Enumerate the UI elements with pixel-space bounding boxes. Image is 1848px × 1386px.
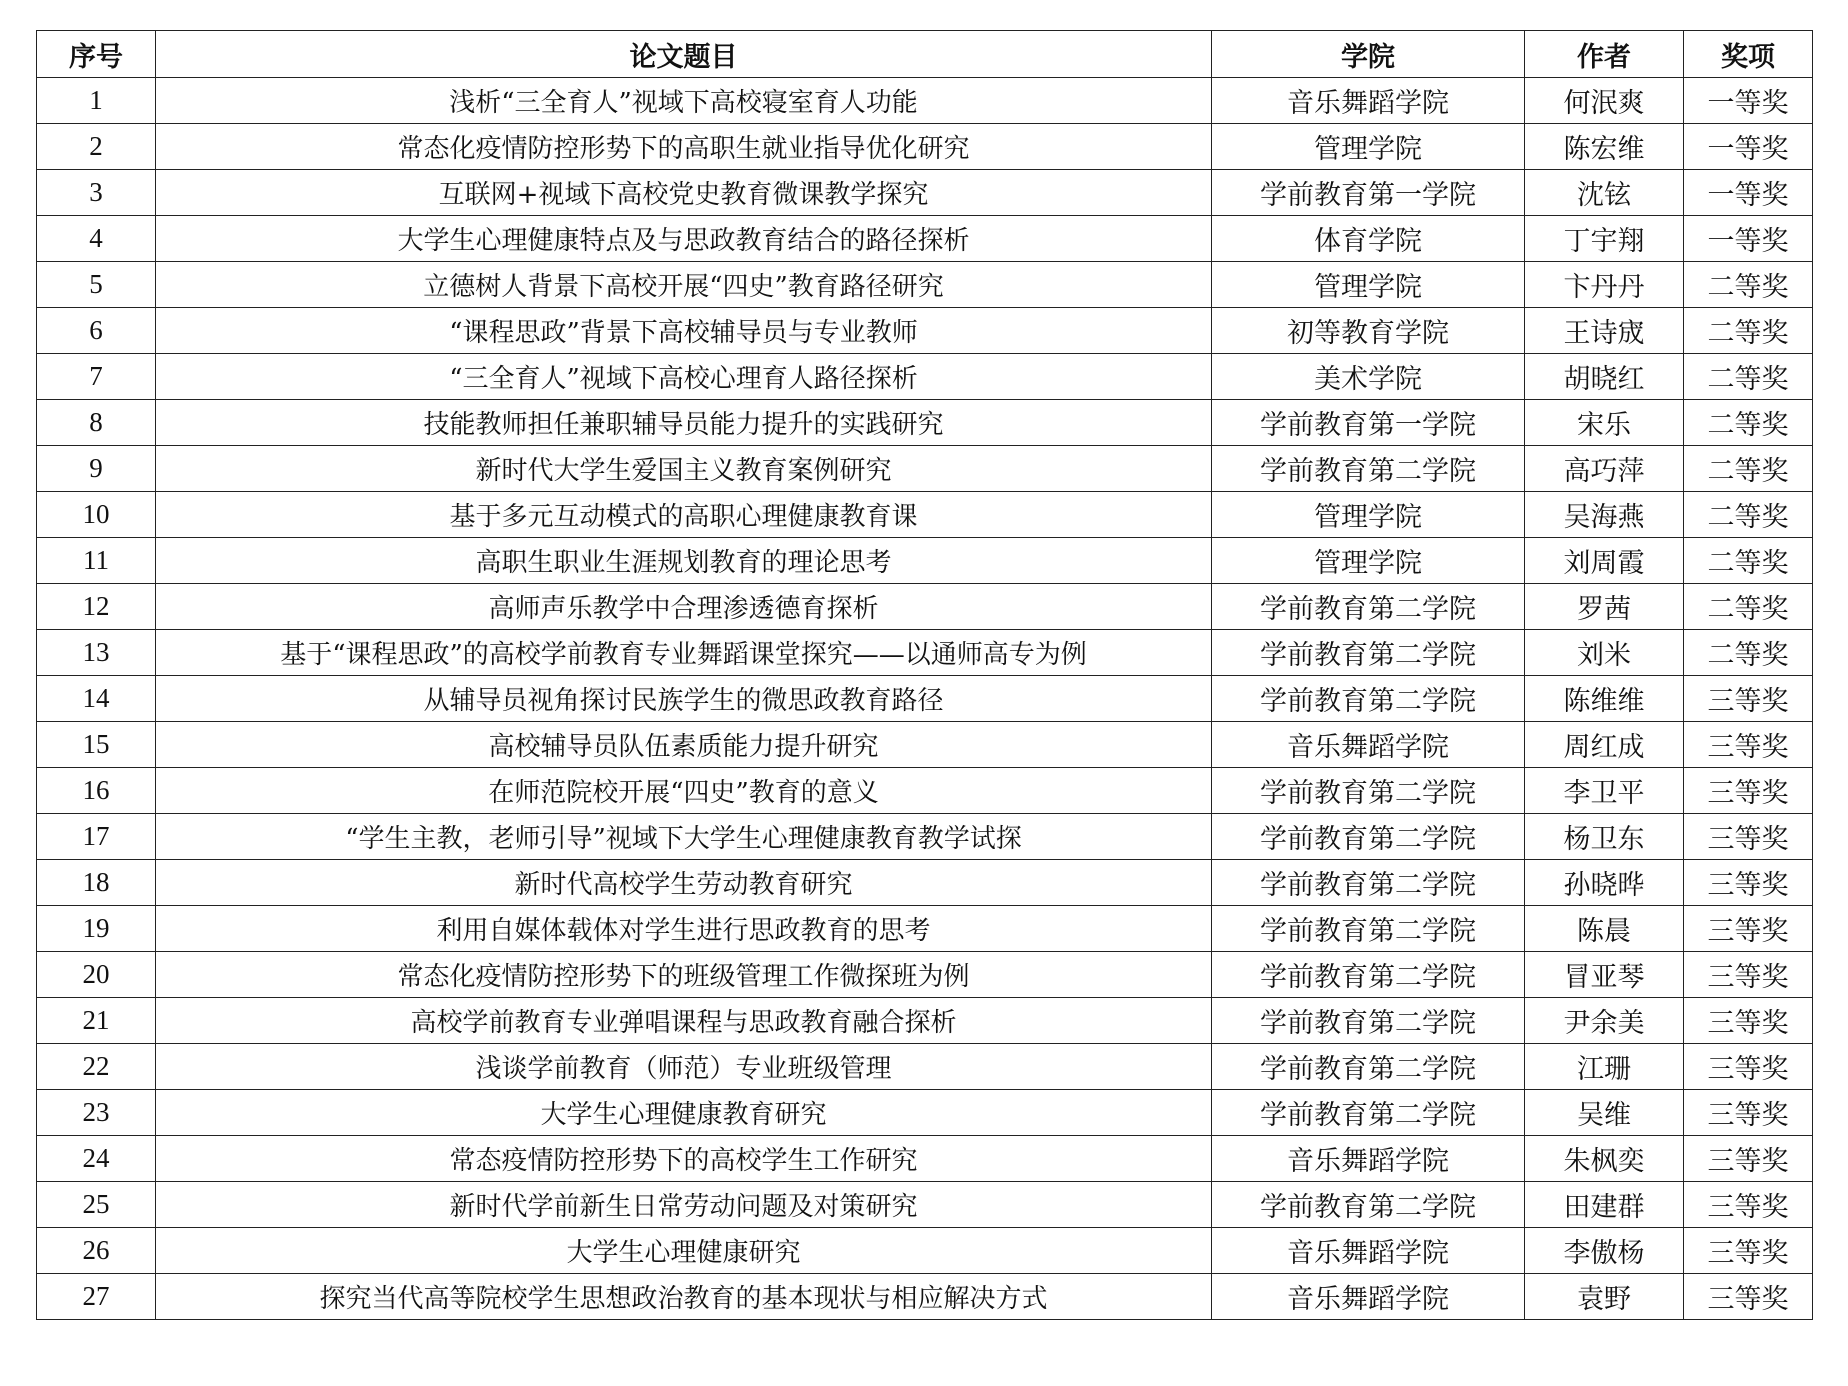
author-cell: 冒亚琴 [1525,952,1684,998]
college-cell: 学前教育第二学院 [1212,860,1525,906]
table-row [37,538,1813,584]
college-cell: 学前教育第二学院 [1212,768,1525,814]
author-cell: 陈晨 [1525,906,1684,952]
author-cell: 刘周霞 [1525,538,1684,584]
table-row [37,308,1813,354]
paper-title-cell: 大学生心理健康研究 [156,1228,1212,1274]
paper-title-cell: 新时代高校学生劳动教育研究 [156,860,1212,906]
paper-title-cell: 基于多元互动模式的高职心理健康教育课 [156,492,1212,538]
author-cell: 罗茜 [1525,584,1684,630]
paper-title-cell: 基于“课程思政”的高校学前教育专业舞蹈课堂探究——以通师高专为例 [156,630,1212,676]
table-header [37,31,1813,78]
table-row [37,216,1813,262]
author-cell: 李卫平 [1525,768,1684,814]
author-cell: 朱枫奕 [1525,1136,1684,1182]
serial-number-cell: 9 [37,446,156,492]
college-cell: 学前教育第二学院 [1212,630,1525,676]
award-cell: 一等奖 [1684,216,1813,262]
college-cell: 音乐舞蹈学院 [1212,1136,1525,1182]
serial-number-cell: 6 [37,308,156,354]
header-serial-number: 序号 [37,31,156,78]
serial-number-cell: 10 [37,492,156,538]
serial-number-cell: 16 [37,768,156,814]
serial-number-cell: 21 [37,998,156,1044]
author-cell: 田建群 [1525,1182,1684,1228]
award-cell: 三等奖 [1684,768,1813,814]
college-cell: 学前教育第二学院 [1212,676,1525,722]
paper-title-cell: 常态化疫情防控形势下的高职生就业指导优化研究 [156,124,1212,170]
serial-number-cell: 23 [37,1090,156,1136]
serial-number-cell: 4 [37,216,156,262]
paper-title-cell: 浅析“三全育人”视域下高校寝室育人功能 [156,78,1212,124]
author-cell: 卞丹丹 [1525,262,1684,308]
table-body [37,78,1813,1320]
paper-title-cell: 高职生职业生涯规划教育的理论思考 [156,538,1212,584]
paper-title-cell: 利用自媒体载体对学生进行思政教育的思考 [156,906,1212,952]
table-row [37,952,1813,998]
award-cell: 一等奖 [1684,124,1813,170]
paper-title-cell: 浅谈学前教育（师范）专业班级管理 [156,1044,1212,1090]
table-row [37,262,1813,308]
college-cell: 管理学院 [1212,124,1525,170]
table-row [37,860,1813,906]
award-cell: 三等奖 [1684,1228,1813,1274]
college-cell: 学前教育第二学院 [1212,584,1525,630]
paper-title-cell: “三全育人”视域下高校心理育人路径探析 [156,354,1212,400]
college-cell: 初等教育学院 [1212,308,1525,354]
author-cell: 尹余美 [1525,998,1684,1044]
college-cell: 学前教育第二学院 [1212,814,1525,860]
table-row [37,722,1813,768]
award-cell: 三等奖 [1684,998,1813,1044]
college-cell: 音乐舞蹈学院 [1212,78,1525,124]
table-row [37,630,1813,676]
college-cell: 管理学院 [1212,538,1525,584]
table-row [37,78,1813,124]
author-cell: 吴维 [1525,1090,1684,1136]
serial-number-cell: 17 [37,814,156,860]
paper-title-cell: “学生主教，老师引导”视域下大学生心理健康教育教学试探 [156,814,1212,860]
award-cell: 三等奖 [1684,952,1813,998]
paper-title-cell: 大学生心理健康特点及与思政教育结合的路径探析 [156,216,1212,262]
table-row [37,768,1813,814]
table-row [37,400,1813,446]
college-cell: 学前教育第二学院 [1212,446,1525,492]
serial-number-cell: 1 [37,78,156,124]
author-cell: 杨卫东 [1525,814,1684,860]
award-cell: 二等奖 [1684,584,1813,630]
paper-title-cell: 高校学前教育专业弹唱课程与思政教育融合探析 [156,998,1212,1044]
header-row [37,31,1813,78]
serial-number-cell: 8 [37,400,156,446]
author-cell: 李傲杨 [1525,1228,1684,1274]
author-cell: 刘米 [1525,630,1684,676]
table-row [37,1182,1813,1228]
college-cell: 体育学院 [1212,216,1525,262]
serial-number-cell: 5 [37,262,156,308]
paper-title-cell: 新时代大学生爱国主义教育案例研究 [156,446,1212,492]
author-cell: 王诗宬 [1525,308,1684,354]
table-row [37,124,1813,170]
table-row [37,170,1813,216]
paper-title-cell: 探究当代高等院校学生思想政治教育的基本现状与相应解决方式 [156,1274,1212,1320]
serial-number-cell: 3 [37,170,156,216]
paper-title-cell: 技能教师担任兼职辅导员能力提升的实践研究 [156,400,1212,446]
paper-title-cell: 从辅导员视角探讨民族学生的微思政教育路径 [156,676,1212,722]
serial-number-cell: 14 [37,676,156,722]
author-cell: 陈宏维 [1525,124,1684,170]
award-cell: 三等奖 [1684,676,1813,722]
award-cell: 三等奖 [1684,1182,1813,1228]
college-cell: 管理学院 [1212,262,1525,308]
college-cell: 学前教育第二学院 [1212,998,1525,1044]
serial-number-cell: 20 [37,952,156,998]
award-cell: 二等奖 [1684,400,1813,446]
serial-number-cell: 13 [37,630,156,676]
college-cell: 学前教育第二学院 [1212,952,1525,998]
serial-number-cell: 2 [37,124,156,170]
college-cell: 管理学院 [1212,492,1525,538]
award-cell: 二等奖 [1684,630,1813,676]
college-cell: 学前教育第二学院 [1212,906,1525,952]
table-row [37,998,1813,1044]
paper-title-cell: 立德树人背景下高校开展“四史”教育路径研究 [156,262,1212,308]
award-cell: 二等奖 [1684,262,1813,308]
serial-number-cell: 22 [37,1044,156,1090]
award-cell: 二等奖 [1684,492,1813,538]
table-row [37,814,1813,860]
serial-number-cell: 15 [37,722,156,768]
serial-number-cell: 19 [37,906,156,952]
table-row [37,1228,1813,1274]
author-cell: 袁野 [1525,1274,1684,1320]
author-cell: 孙晓晔 [1525,860,1684,906]
author-cell: 沈铉 [1525,170,1684,216]
award-cell: 一等奖 [1684,170,1813,216]
award-cell: 三等奖 [1684,860,1813,906]
author-cell: 陈维维 [1525,676,1684,722]
paper-title-cell: 互联网+视域下高校党史教育微课教学探究 [156,170,1212,216]
table-row [37,676,1813,722]
table-row [37,446,1813,492]
author-cell: 胡晓红 [1525,354,1684,400]
table-row [37,1090,1813,1136]
table-row [37,1136,1813,1182]
header-author: 作者 [1525,31,1684,78]
serial-number-cell: 27 [37,1274,156,1320]
paper-title-cell: 大学生心理健康教育研究 [156,1090,1212,1136]
college-cell: 音乐舞蹈学院 [1212,722,1525,768]
college-cell: 学前教育第二学院 [1212,1090,1525,1136]
table-row [37,1274,1813,1320]
award-cell: 三等奖 [1684,906,1813,952]
paper-title-cell: 新时代学前新生日常劳动问题及对策研究 [156,1182,1212,1228]
award-cell: 一等奖 [1684,78,1813,124]
paper-title-cell: 高师声乐教学中合理渗透德育探析 [156,584,1212,630]
college-cell: 学前教育第二学院 [1212,1182,1525,1228]
college-cell: 音乐舞蹈学院 [1212,1274,1525,1320]
award-cell: 三等奖 [1684,1274,1813,1320]
award-cell: 二等奖 [1684,354,1813,400]
award-cell: 三等奖 [1684,1044,1813,1090]
header-paper-title: 论文题目 [156,31,1212,78]
table-row [37,906,1813,952]
award-cell: 三等奖 [1684,1090,1813,1136]
author-cell: 江珊 [1525,1044,1684,1090]
serial-number-cell: 25 [37,1182,156,1228]
award-cell: 二等奖 [1684,538,1813,584]
college-cell: 音乐舞蹈学院 [1212,1228,1525,1274]
award-cell: 三等奖 [1684,722,1813,768]
award-cell: 三等奖 [1684,814,1813,860]
paper-title-cell: 常态化疫情防控形势下的班级管理工作微探班为例 [156,952,1212,998]
paper-title-cell: 在师范院校开展“四史”教育的意义 [156,768,1212,814]
award-cell: 二等奖 [1684,308,1813,354]
college-cell: 学前教育第一学院 [1212,170,1525,216]
college-cell: 学前教育第二学院 [1212,1044,1525,1090]
paper-title-cell: “课程思政”背景下高校辅导员与专业教师 [156,308,1212,354]
serial-number-cell: 18 [37,860,156,906]
author-cell: 丁宇翔 [1525,216,1684,262]
author-cell: 吴海燕 [1525,492,1684,538]
table-row [37,584,1813,630]
header-college: 学院 [1212,31,1525,78]
award-cell: 三等奖 [1684,1136,1813,1182]
award-list-table [36,30,1813,1320]
paper-title-cell: 高校辅导员队伍素质能力提升研究 [156,722,1212,768]
table-row [37,492,1813,538]
header-award: 奖项 [1684,31,1813,78]
author-cell: 高巧萍 [1525,446,1684,492]
author-cell: 周红成 [1525,722,1684,768]
serial-number-cell: 12 [37,584,156,630]
serial-number-cell: 24 [37,1136,156,1182]
award-cell: 二等奖 [1684,446,1813,492]
table-row [37,1044,1813,1090]
serial-number-cell: 26 [37,1228,156,1274]
table-row [37,354,1813,400]
college-cell: 学前教育第一学院 [1212,400,1525,446]
college-cell: 美术学院 [1212,354,1525,400]
author-cell: 何泯爽 [1525,78,1684,124]
author-cell: 宋乐 [1525,400,1684,446]
serial-number-cell: 7 [37,354,156,400]
serial-number-cell: 11 [37,538,156,584]
paper-title-cell: 常态疫情防控形势下的高校学生工作研究 [156,1136,1212,1182]
